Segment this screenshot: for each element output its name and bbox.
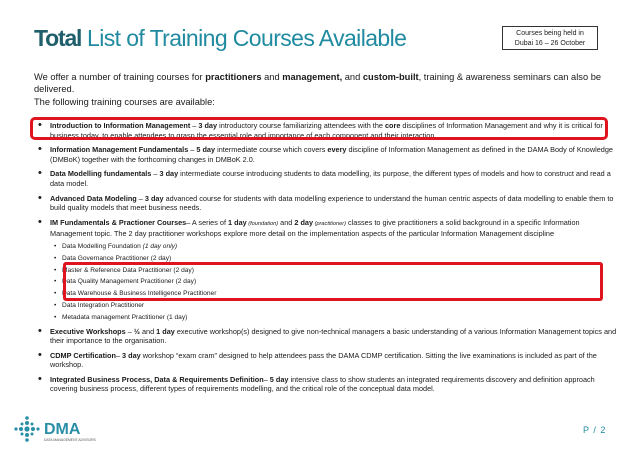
course-sep: – [115,350,123,360]
course-emphasis: core [384,121,401,130]
sub-course-item [34,312,624,324]
course-desc: discipline of Information Management as defined in the DAMA Body of Knowledge (DMBoK) together with the forthcoming changes in DMBoK 2.0. [50,145,613,164]
course-note: (foundation) [246,220,279,227]
course-duration: ½ [133,326,140,336]
bullet-icon: • [38,167,42,180]
sub-course-label: Data Modelling Foundation [62,242,141,250]
course-sep: – [190,121,199,130]
course-duration: 3 day [144,193,164,203]
title-bold: Total [34,25,82,51]
callout-line-1: Courses being held in [516,30,584,37]
sub-course-item [34,241,624,253]
bullet-icon: • [54,266,57,274]
course-title: Data Modelling fundamentals [50,169,152,179]
sub-course-label: Data Governance Practitioner (2 day) [62,254,172,262]
course-desc: intensive class to show students an integrated requirements discovery and definition approach covering business process, different types of requirements modelling, and the critical role of the conceptual data model. [50,374,595,394]
logo-tagline: DATA MANAGEMENT ADVISORS [44,438,96,442]
title-rest: List of Training Courses Available [87,25,407,51]
bullet-icon: • [38,348,42,361]
course-sep: – [188,145,197,155]
sub-course-label: Metadata management Practitioner (1 day) [62,313,188,321]
intro-bold-custom: custom-built [362,72,419,82]
course-duration: 3 day [159,169,179,179]
course-duration: 2 day [294,217,314,227]
course-list [34,121,624,399]
course-duration: 1 day [228,217,247,227]
bullet-icon: • [38,215,42,228]
course-desc: intermediate course introducing students to data modelling, its purpose, the different types of models and how to construct and read a data model. [50,169,611,188]
bullet-icon: • [38,119,42,131]
bullet-icon: • [54,242,57,250]
callout-line-2: Dubai 16 – 26 October [514,40,586,47]
course-item [34,191,624,213]
course-desc: intermediate course which covers [215,145,328,155]
course-item [34,145,624,164]
course-duration: 5 day [269,374,289,384]
bullet-icon: • [54,278,57,286]
course-title: CDMP Certification [50,350,116,360]
course-note: (practitioner) [313,220,346,227]
bullet-icon: • [38,191,42,204]
intro-paragraph [34,72,614,95]
sub-course-label: Master & Reference Data Practitioner (2 day) [62,266,194,274]
dates-callout [502,26,598,50]
intro-bold-management: management, [282,72,343,82]
bullet-icon: • [54,313,57,321]
bullet-icon: • [54,290,57,298]
intro-text-c: and [261,72,283,82]
bullet-icon: • [54,301,57,309]
course-desc: executive workshop(s) designed to give non-technical managers a basic understanding of a various Information Management topics and their importance to the organisation. [50,326,617,346]
course-item [34,372,624,394]
course-title: Information Management Fundamentals [50,145,189,155]
sub-course-note: (1 day only) [140,242,178,250]
course-item [34,169,624,188]
course-item [34,324,624,346]
sub-course-label: Data Warehouse & Business Intelligence Practitioner [62,290,217,298]
course-emphasis: every [327,145,347,155]
course-title: IM Fundamentals & Practioner Courses [50,217,187,227]
course-desc: advanced course for students with data modelling experience to understand the human centric aspects of data modelling to enable them to build quality models that meet business needs. [50,193,614,213]
intro-text-a: We offer a number of training courses for [34,72,206,82]
sub-course-label: Data Integration Practitioner [62,301,145,309]
bullet-icon: • [38,143,42,156]
course-title: Advanced Data Modeling [50,193,137,203]
course-desc: – A series of [186,217,229,227]
course-title: Introduction to Information Management [50,121,191,130]
page-number: P / 2 [583,425,607,435]
intro-text-e: and [342,72,363,82]
course-sep: – [151,169,160,179]
bullet-icon: • [38,324,42,337]
highlight-box-intro-course [30,117,608,140]
course-sep: – [136,193,145,203]
intro-text [34,72,614,109]
intro-text-g: , training & awareness seminars can also be delivered. [34,72,602,94]
bullet-icon: • [38,372,42,385]
sub-course-label: Data Quality Management Practitioner (2 day) [62,278,197,286]
course-sep: – [263,374,270,384]
dma-logo-graphic [14,414,114,444]
course-desc: introductory course familiarizing attendees with the [217,121,385,130]
bullet-icon: • [54,254,57,262]
intro-bold-practitioners: practitioners [205,72,262,82]
course-desc: workshop “exam cram” designed to help attendees pass the DAMA CDMP certification. Sitting the live examinations is included as part of the workshop. [50,350,597,370]
course-duration: 1 day [156,326,175,336]
course-desc: and [278,217,295,227]
course-item [34,215,624,239]
course-duration: 5 day [196,145,216,155]
intro-lead-in: The following training courses are available: [34,97,215,107]
course-title: Integrated Business Process, Data & Requirements Definition [50,374,264,384]
course-title: Executive Workshops [50,326,126,336]
course-desc: disciplines of Information Management and why it is critical for business today, to enable attendees to grasp the essential role and importance of each component and their interaction. [50,121,603,140]
page-title [34,25,406,52]
course-sep: – [125,326,134,336]
sub-course-item [34,300,624,312]
course-item [34,348,624,370]
course-desc: classes to give practitioners a solid background in a specific Information Management topic. The 2 day practitioner workshops explore more detail on the implementation aspects of the particular Information Management discipline [50,217,580,239]
highlight-box-practitioner-courses [63,262,603,301]
dma-logo [14,414,114,444]
course-duration: 3 day [198,121,218,130]
course-desc: and [139,326,157,336]
logo-text: DMA [44,421,81,438]
course-duration: 3 day [122,350,141,360]
